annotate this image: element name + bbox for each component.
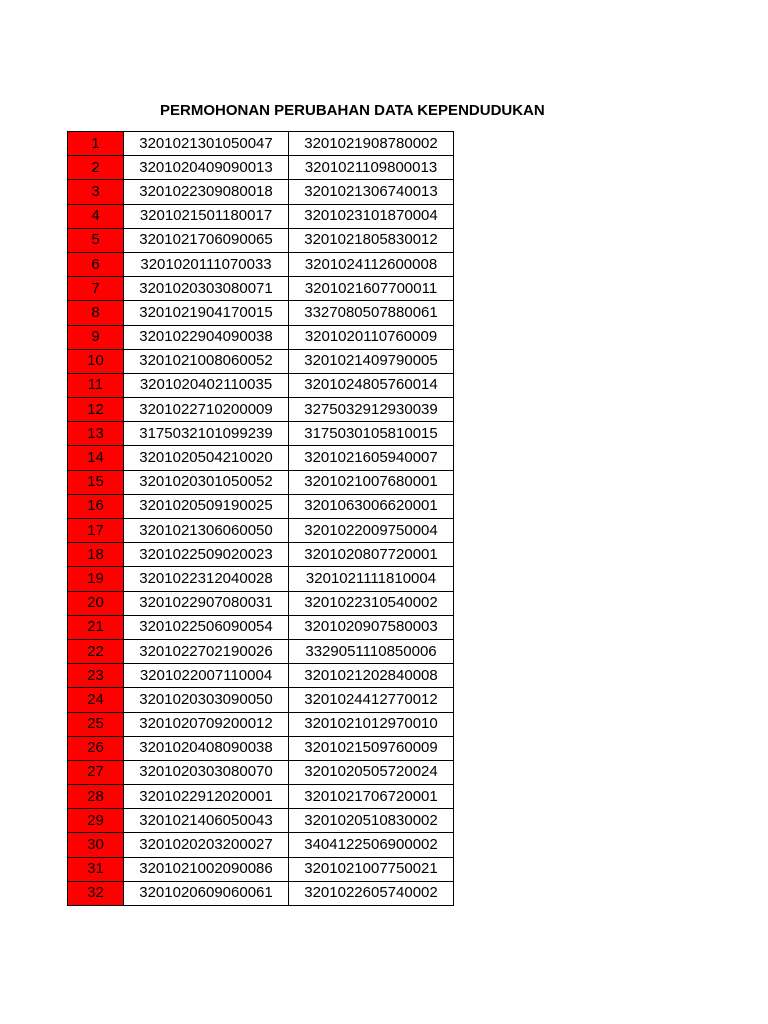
row-number-cell[interactable]: 32 xyxy=(68,881,124,905)
table-row xyxy=(68,252,454,276)
nik-cell-b[interactable]: 3201063006620001 xyxy=(289,494,454,518)
table-row xyxy=(68,809,454,833)
table-row xyxy=(68,833,454,857)
table-row xyxy=(68,180,454,204)
nik-cell-b[interactable]: 3201021805830012 xyxy=(289,228,454,252)
nik-cell-b[interactable]: 3404122506900002 xyxy=(289,833,454,857)
table-row xyxy=(68,398,454,422)
nik-cell-a[interactable]: 3201021501180017 xyxy=(124,204,289,228)
nik-cell-a[interactable]: 3201020301050052 xyxy=(124,470,289,494)
nik-cell-b[interactable]: 3201020907580003 xyxy=(289,615,454,639)
table-row xyxy=(68,881,454,905)
nik-cell-b[interactable]: 3201020505720024 xyxy=(289,760,454,784)
row-number-cell[interactable]: 16 xyxy=(68,494,124,518)
row-number-cell[interactable]: 24 xyxy=(68,688,124,712)
nik-cell-b[interactable]: 3201021109800013 xyxy=(289,156,454,180)
row-number-cell[interactable]: 13 xyxy=(68,422,124,446)
row-number-cell[interactable]: 17 xyxy=(68,519,124,543)
table-row xyxy=(68,373,454,397)
nik-cell-a[interactable]: 3201020504210020 xyxy=(124,446,289,470)
table-row xyxy=(68,204,454,228)
nik-cell-b[interactable]: 3201023101870004 xyxy=(289,204,454,228)
nik-cell-a[interactable]: 3201022509020023 xyxy=(124,543,289,567)
row-number-cell[interactable]: 29 xyxy=(68,809,124,833)
row-number-cell[interactable]: 28 xyxy=(68,785,124,809)
row-number-cell[interactable]: 1 xyxy=(68,132,124,156)
nik-cell-a[interactable]: 3201022912020001 xyxy=(124,785,289,809)
nik-cell-a[interactable]: 3201022309080018 xyxy=(124,180,289,204)
nik-cell-a[interactable]: 3201021406050043 xyxy=(124,809,289,833)
sheet-title: PERMOHONAN PERUBAHAN DATA KEPENDUDUKAN xyxy=(160,102,545,119)
nik-cell-a[interactable]: 3201022702190026 xyxy=(124,639,289,663)
nik-cell-a[interactable]: 3201020402110035 xyxy=(124,373,289,397)
table-row xyxy=(68,325,454,349)
nik-cell-a[interactable]: 3201020408090038 xyxy=(124,736,289,760)
row-number-cell[interactable]: 3 xyxy=(68,180,124,204)
table-row xyxy=(68,519,454,543)
nik-cell-b[interactable]: 3275032912930039 xyxy=(289,398,454,422)
nik-cell-b[interactable]: 3201022310540002 xyxy=(289,591,454,615)
nik-cell-b[interactable]: 3327080507880061 xyxy=(289,301,454,325)
table-row xyxy=(68,132,454,156)
nik-cell-b[interactable]: 3201024112600008 xyxy=(289,252,454,276)
nik-cell-b[interactable]: 3201021007750021 xyxy=(289,857,454,881)
table-row xyxy=(68,591,454,615)
nik-cell-a[interactable]: 3201021002090086 xyxy=(124,857,289,881)
nik-cell-b[interactable]: 3201024412770012 xyxy=(289,688,454,712)
nik-cell-a[interactable]: 3201022312040028 xyxy=(124,567,289,591)
nik-cell-b[interactable]: 3201021306740013 xyxy=(289,180,454,204)
row-number-cell[interactable]: 30 xyxy=(68,833,124,857)
nik-cell-b[interactable]: 3201024805760014 xyxy=(289,373,454,397)
row-number-cell[interactable]: 19 xyxy=(68,567,124,591)
nik-cell-a[interactable]: 3201020509190025 xyxy=(124,494,289,518)
table-row xyxy=(68,349,454,373)
nik-cell-a[interactable]: 3201020303090050 xyxy=(124,688,289,712)
nik-cell-b[interactable]: 3201021706720001 xyxy=(289,785,454,809)
row-number-cell[interactable]: 25 xyxy=(68,712,124,736)
nik-cell-a[interactable]: 3201020303080071 xyxy=(124,277,289,301)
row-number-cell[interactable]: 8 xyxy=(68,301,124,325)
row-number-cell[interactable]: 5 xyxy=(68,228,124,252)
nik-cell-b[interactable]: 3201020510830002 xyxy=(289,809,454,833)
row-number-cell[interactable]: 12 xyxy=(68,398,124,422)
row-number-cell[interactable]: 26 xyxy=(68,736,124,760)
row-number-cell[interactable]: 14 xyxy=(68,446,124,470)
nik-cell-a[interactable]: 3201020111070033 xyxy=(124,252,289,276)
row-number-cell[interactable]: 6 xyxy=(68,252,124,276)
row-number-cell[interactable]: 7 xyxy=(68,277,124,301)
table-row xyxy=(68,156,454,180)
table-row xyxy=(68,543,454,567)
row-number-cell[interactable]: 18 xyxy=(68,543,124,567)
row-number-cell[interactable]: 27 xyxy=(68,760,124,784)
nik-cell-b[interactable]: 3201021007680001 xyxy=(289,470,454,494)
row-number-cell[interactable]: 31 xyxy=(68,857,124,881)
nik-cell-b[interactable]: 3201021012970010 xyxy=(289,712,454,736)
table-body xyxy=(68,132,454,906)
table-row xyxy=(68,688,454,712)
nik-cell-a[interactable]: 3201021301050047 xyxy=(124,132,289,156)
table-row xyxy=(68,422,454,446)
data-table xyxy=(67,131,454,906)
nik-cell-a[interactable]: 3201021306060050 xyxy=(124,519,289,543)
table-row xyxy=(68,494,454,518)
row-number-cell[interactable]: 4 xyxy=(68,204,124,228)
nik-cell-b[interactable]: 3175030105810015 xyxy=(289,422,454,446)
table-row xyxy=(68,712,454,736)
table-row xyxy=(68,639,454,663)
row-number-cell[interactable]: 9 xyxy=(68,325,124,349)
nik-cell-b[interactable]: 3201020807720001 xyxy=(289,543,454,567)
nik-cell-b[interactable]: 3201021908780002 xyxy=(289,132,454,156)
nik-cell-b[interactable]: 3201021202840008 xyxy=(289,664,454,688)
table-row xyxy=(68,301,454,325)
table-row xyxy=(68,567,454,591)
nik-cell-a[interactable]: 3201021008060052 xyxy=(124,349,289,373)
nik-cell-a[interactable]: 3201020409090013 xyxy=(124,156,289,180)
table-row xyxy=(68,857,454,881)
row-number-cell[interactable]: 22 xyxy=(68,639,124,663)
nik-cell-a[interactable]: 3201022506090054 xyxy=(124,615,289,639)
row-number-cell[interactable]: 23 xyxy=(68,664,124,688)
nik-cell-a[interactable]: 3201020609060061 xyxy=(124,881,289,905)
nik-cell-b[interactable]: 3329051110850006 xyxy=(289,639,454,663)
nik-cell-a[interactable]: 3201022007110004 xyxy=(124,664,289,688)
nik-cell-a[interactable]: 3201022907080031 xyxy=(124,591,289,615)
row-number-cell[interactable]: 2 xyxy=(68,156,124,180)
row-number-cell[interactable]: 20 xyxy=(68,591,124,615)
nik-cell-b[interactable]: 3201021607700011 xyxy=(289,277,454,301)
row-number-cell[interactable]: 15 xyxy=(68,470,124,494)
table-row xyxy=(68,277,454,301)
table-row xyxy=(68,760,454,784)
nik-cell-a[interactable]: 3175032101099239 xyxy=(124,422,289,446)
nik-cell-b[interactable]: 3201021509760009 xyxy=(289,736,454,760)
table-row xyxy=(68,785,454,809)
nik-cell-a[interactable]: 3201022904090038 xyxy=(124,325,289,349)
nik-cell-b[interactable]: 3201022009750004 xyxy=(289,519,454,543)
nik-cell-b[interactable]: 3201021409790005 xyxy=(289,349,454,373)
table-row xyxy=(68,615,454,639)
table-row xyxy=(68,664,454,688)
table-row xyxy=(68,228,454,252)
nik-cell-a[interactable]: 3201021706090065 xyxy=(124,228,289,252)
nik-cell-a[interactable]: 3201022710200009 xyxy=(124,398,289,422)
nik-cell-a[interactable]: 3201020203200027 xyxy=(124,833,289,857)
row-number-cell[interactable]: 21 xyxy=(68,615,124,639)
table-row xyxy=(68,470,454,494)
nik-cell-b[interactable]: 3201021111810004 xyxy=(289,567,454,591)
nik-cell-b[interactable]: 3201021605940007 xyxy=(289,446,454,470)
nik-cell-a[interactable]: 3201020709200012 xyxy=(124,712,289,736)
row-number-cell[interactable]: 10 xyxy=(68,349,124,373)
table-row xyxy=(68,446,454,470)
nik-cell-b[interactable]: 3201022605740002 xyxy=(289,881,454,905)
row-number-cell[interactable]: 11 xyxy=(68,373,124,397)
table-row xyxy=(68,736,454,760)
nik-cell-b[interactable]: 3201020110760009 xyxy=(289,325,454,349)
nik-cell-a[interactable]: 3201020303080070 xyxy=(124,760,289,784)
nik-cell-a[interactable]: 3201021904170015 xyxy=(124,301,289,325)
